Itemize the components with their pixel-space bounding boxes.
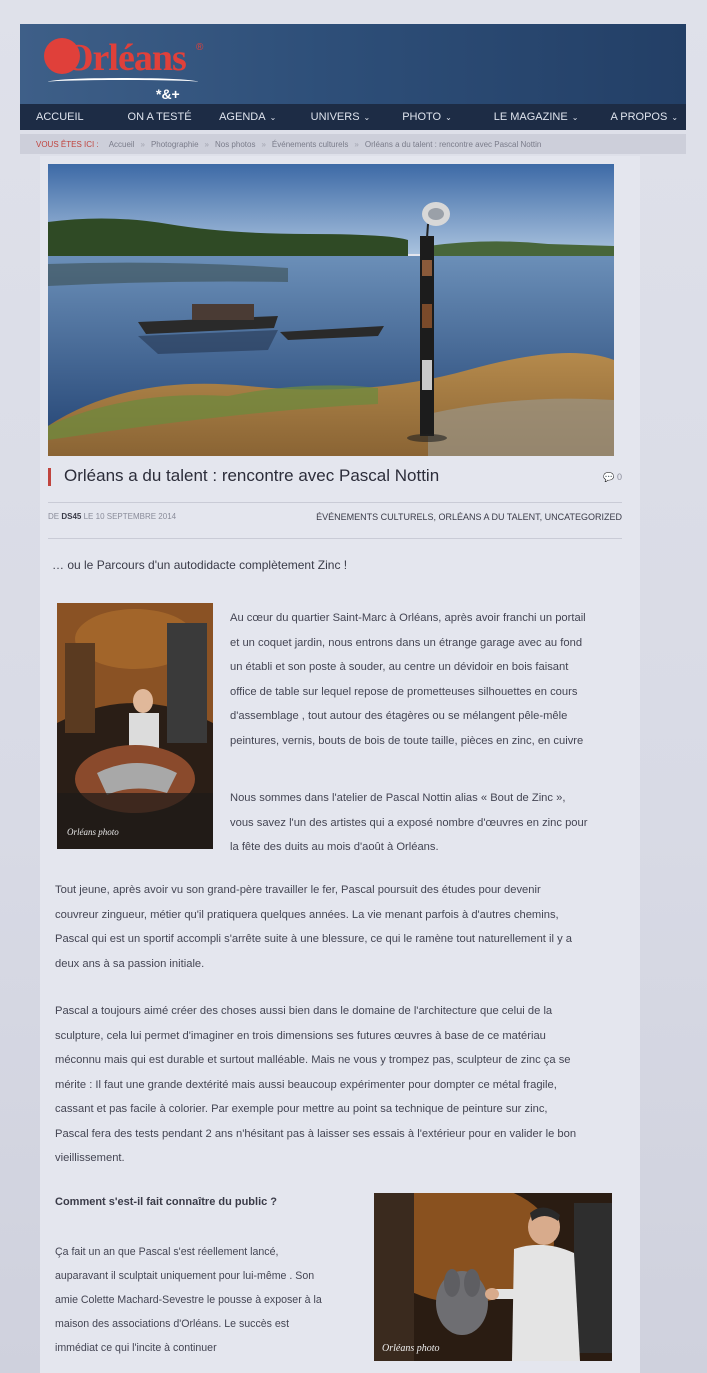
paragraph-3 — [55, 878, 625, 976]
nav-item-a-propos[interactable]: A PROPOS ⌄ — [610, 111, 679, 123]
chevron-down-icon: ⌄ — [445, 113, 452, 122]
breadcrumb-separator: » — [261, 139, 266, 149]
site-header — [20, 24, 686, 104]
text-line: amie Colette Machard-Sevestre le pousse à exposer à la — [55, 1294, 322, 1306]
paragraph-2 — [230, 786, 622, 860]
title-accent-bar — [48, 468, 51, 486]
artist-illustration — [374, 1193, 612, 1361]
divider — [48, 538, 622, 539]
nav-item-univers[interactable]: UNIVERS ⌄ — [310, 111, 371, 123]
nav-item-on-a-teste[interactable]: ON A TESTÉ — [127, 111, 192, 123]
text-line: Au cœur du quartier Saint-Marc à Orléans, après avoir franchi un portail — [230, 612, 586, 624]
breadcrumb-separator: » — [140, 139, 145, 149]
logo-subtitle: *&+ — [156, 86, 180, 102]
text-line: Tout jeune, après avoir vu son grand-père travailler le fer, Pascal poursuit des études pour devenir — [55, 884, 541, 896]
chevron-down-icon: ⌄ — [269, 113, 277, 122]
workshop-photo — [57, 603, 213, 849]
meta-categories[interactable]: ÉVÉNEMENTS CULTURELS, ORLÉANS A DU TALENT, UNCATEGORIZED — [316, 512, 622, 522]
photo-watermark: Orléans photo — [67, 827, 119, 837]
section-subheading: Comment s'est-il fait connaître du public ? — [55, 1196, 278, 1208]
hero-illustration — [48, 164, 614, 456]
comments-link[interactable] — [603, 472, 622, 483]
text-line: et un coquet jardin, nous entrons dans un étrange garage avec au fond — [230, 636, 583, 649]
logo-registered: ® — [196, 42, 204, 53]
text-line: mérite : Il faut une grande dextérité mais aussi beaucoup expérimenter pour dompter ce métal fragile, — [55, 1078, 557, 1091]
nav-item-agenda[interactable]: AGENDA ⌄ — [219, 111, 277, 123]
nav-item-photo[interactable]: PHOTO ⌄ — [402, 111, 452, 123]
paragraph-5 — [55, 1240, 365, 1360]
text-line: Pascal qui est un sportif accompli s'arrête suite à une blessure, ce qui le ramène tout naturellement il y a — [55, 933, 573, 945]
article-lead: … ou le Parcours d'un autodidacte complètement Zinc ! — [52, 558, 348, 572]
breadcrumb-separator: » — [204, 139, 209, 149]
breadcrumb-link[interactable]: Nos photos — [214, 139, 256, 149]
main-nav — [20, 104, 686, 130]
hero-image — [48, 164, 614, 456]
paragraph-4 — [55, 999, 625, 1171]
text-line: sculpture, cela lui permet d'imaginer en trois dimensions ses futures œuvres à base de ce matériau — [55, 1029, 546, 1042]
text-line: cassant et pas facile à colorier. Par exemple pour mettre au point sa technique de peinture sur zinc, — [55, 1103, 548, 1115]
text-line: Pascal fera des tests pendant 2 ans n'hésitant pas à laisser ses essais à l'extérieur pour en valider le bon — [55, 1127, 577, 1140]
chevron-down-icon: ⌄ — [363, 113, 371, 122]
article-title[interactable]: Orléans a du talent : rencontre avec Pascal Nottin — [64, 466, 440, 485]
text-line: la fête des duits au mois d'août à Orléans. — [230, 841, 439, 853]
chevron-down-icon: ⌄ — [571, 113, 579, 122]
comments-count: 0 — [616, 472, 622, 482]
artist-photo — [374, 1193, 612, 1361]
nav-item-accueil[interactable]: ACCUEIL — [36, 111, 84, 123]
comment-icon: 💬 — [603, 472, 615, 482]
text-line: vieillissement. — [55, 1152, 125, 1164]
breadcrumb-separator: » — [354, 139, 359, 149]
paragraph-1 — [230, 606, 622, 753]
site-logo[interactable] — [44, 32, 214, 102]
article-title-row — [48, 464, 622, 492]
photo-watermark: Orléans photo — [382, 1343, 440, 1354]
logo-text: Orléans — [64, 37, 186, 79]
text-line: Pascal a toujours aimé créer des choses aussi bien dans le domaine de l'architecture que celui de la — [55, 1005, 553, 1017]
breadcrumb-lead: VOUS ÊTES ICI : — [36, 139, 99, 149]
breadcrumb-link[interactable]: Accueil — [108, 139, 135, 149]
text-line: office de table sur lequel repose de prometteuses silhouettes en cours — [230, 685, 578, 698]
text-line: Nous sommes dans l'atelier de Pascal Nottin alias « Bout de Zinc », — [230, 792, 566, 804]
text-line: Ça fait un an que Pascal s'est réellement lancé, — [55, 1246, 279, 1258]
text-line: méconnu mais qui est durable et surtout malléable. Mais ne vous y trompez pas, sculpteur de zinc ça se — [55, 1054, 571, 1066]
text-line: deux ans à sa passion initiale. — [55, 957, 205, 970]
breadcrumb — [20, 134, 686, 154]
breadcrumb-link[interactable]: Événements culturels — [271, 139, 349, 149]
meta-date: LE 10 SEPTEMBRE 2014 — [83, 512, 177, 521]
breadcrumb-link[interactable]: Photographie — [150, 139, 199, 149]
logo-wave — [48, 78, 198, 86]
text-line: auparavant il sculptait uniquement pour lui-même . Son — [55, 1270, 315, 1282]
nav-item-le-magazine[interactable]: LE MAGAZINE ⌄ — [493, 111, 579, 123]
meta-by: DE — [48, 512, 60, 521]
chevron-down-icon: ⌄ — [671, 113, 679, 122]
workshop-illustration — [57, 603, 213, 849]
divider — [48, 502, 622, 503]
text-line: d'assemblage , tout autour des étagères ou se mélangent pêle-mêle — [230, 710, 568, 722]
text-line: un établi et son poste à souder, au centre un dévidoir en bois faisant — [230, 661, 569, 673]
article-meta — [48, 512, 622, 528]
text-line: immédiat ce qui l'incite à continuer — [55, 1342, 217, 1354]
breadcrumb-current: Orléans a du talent : rencontre avec Pascal Nottin — [364, 139, 542, 149]
text-line: vous savez l'un des artistes qui a exposé nombre d'œuvres en zinc pour — [230, 816, 588, 829]
text-line: maison des associations d'Orléans. Le succès est — [55, 1318, 290, 1330]
text-line: peintures, vernis, bouts de bois de toute taille, pièces en zinc, en cuivre — [230, 734, 584, 747]
meta-author[interactable]: DS45 — [61, 512, 82, 521]
text-line: couvreur zingueur, métier qu'il pratiquera quelques années. La vie menant parfois à d'autres chemins, — [55, 908, 559, 921]
